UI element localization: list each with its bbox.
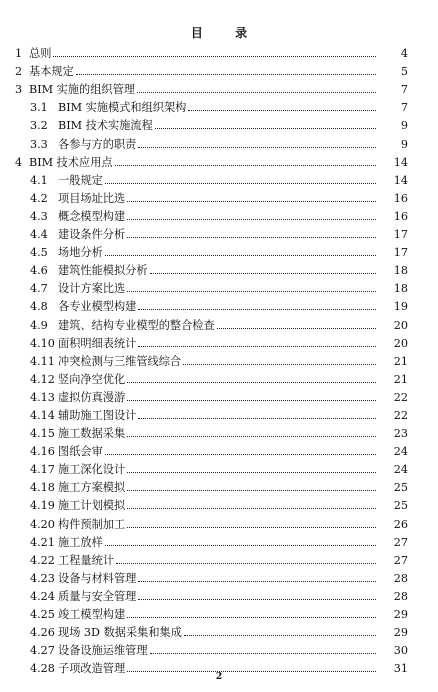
toc-entry-page: 27 <box>393 535 408 549</box>
toc-dot-leader <box>127 291 376 292</box>
toc-entry[interactable] <box>0 241 438 259</box>
toc-entry-number: 4.22 <box>30 553 55 567</box>
toc-dot-leader <box>127 508 376 509</box>
toc-entry-page: 9 <box>400 119 408 133</box>
toc-entry[interactable] <box>0 78 438 96</box>
toc-entry-label: 图纸会审 <box>58 445 103 459</box>
toc-entry-number: 1 <box>15 47 23 61</box>
toc-entry[interactable] <box>0 567 438 585</box>
toc-entry-label: 子项改造管理 <box>58 662 126 676</box>
toc-entry[interactable] <box>0 494 438 512</box>
toc-entry-page: 7 <box>400 101 408 115</box>
toc-entry-page: 18 <box>393 264 408 278</box>
toc-entry[interactable] <box>0 205 438 223</box>
toc-list <box>0 42 438 675</box>
toc-entry[interactable] <box>0 404 438 422</box>
toc-entry-number: 4.16 <box>30 445 55 459</box>
toc-dot-leader <box>127 382 376 383</box>
toc-entry-label: 施工放样 <box>58 535 103 549</box>
toc-dot-leader <box>115 165 376 166</box>
toc-entry-label: 建筑性能模拟分析 <box>58 264 148 278</box>
toc-entry-page: 14 <box>393 155 408 169</box>
toc-entry-label: 概念模型构建 <box>58 209 126 223</box>
toc-entry-page: 24 <box>393 463 408 477</box>
toc-dot-leader <box>137 92 376 93</box>
toc-dot-leader <box>127 201 376 202</box>
toc-entry-label: 施工深化设计 <box>58 463 126 477</box>
toc-entry-number: 4.13 <box>30 390 55 404</box>
toc-entry-label: 项目场址比选 <box>58 191 126 205</box>
toc-entry-label: 施工计划模拟 <box>58 499 126 513</box>
toc-entry-number: 4.27 <box>30 644 55 658</box>
toc-entry-label: 施工数据采集 <box>58 427 126 441</box>
toc-entry[interactable] <box>0 295 438 313</box>
toc-entry-page: 23 <box>393 427 408 441</box>
toc-entry-page: 19 <box>393 300 408 314</box>
toc-dot-leader <box>138 147 376 148</box>
toc-entry[interactable] <box>0 458 438 476</box>
toc-dot-leader <box>188 110 376 111</box>
toc-entry-page: 28 <box>393 589 408 603</box>
toc-entry-number: 4.8 <box>30 300 48 314</box>
toc-entry-number: 4.7 <box>30 282 48 296</box>
toc-entry-label: 设备设施运维管理 <box>58 644 148 658</box>
toc-entry[interactable] <box>0 639 438 657</box>
toc-entry[interactable] <box>0 368 438 386</box>
toc-entry-page: 26 <box>393 517 408 531</box>
toc-entry[interactable] <box>0 603 438 621</box>
toc-entry[interactable] <box>0 422 438 440</box>
toc-entry-page: 20 <box>393 336 408 350</box>
toc-entry-number: 4.17 <box>30 463 55 477</box>
toc-entry-page: 9 <box>400 137 408 151</box>
toc-entry[interactable] <box>0 621 438 639</box>
toc-entry-number: 4.9 <box>30 318 48 332</box>
toc-entry-page: 25 <box>393 499 408 513</box>
toc-entry-page: 27 <box>393 553 408 567</box>
toc-dot-leader <box>155 128 376 129</box>
toc-entry-page: 22 <box>393 408 408 422</box>
toc-entry-number: 4.10 <box>30 336 55 350</box>
toc-entry-label: 竖向净空优化 <box>58 372 126 386</box>
toc-entry-page: 24 <box>393 445 408 459</box>
toc-entry[interactable] <box>0 259 438 277</box>
toc-dot-leader <box>105 183 376 184</box>
toc-entry-page: 16 <box>393 191 408 205</box>
toc-dot-leader <box>138 346 376 347</box>
toc-entry-number: 4.23 <box>30 571 55 585</box>
toc-entry[interactable] <box>0 114 438 132</box>
toc-entry-label: 各参与方的职责 <box>58 137 137 151</box>
toc-entry-page: 29 <box>393 608 408 621</box>
toc-entry-label: 现场 3D 数据采集和集成 <box>58 626 182 640</box>
toc-entry-number: 4.25 <box>30 608 55 621</box>
toc-entry-label: 基本规定 <box>29 65 74 79</box>
toc-dot-leader <box>76 74 376 75</box>
toc-dot-leader <box>105 545 376 546</box>
toc-entry[interactable] <box>0 96 438 114</box>
toc-dot-leader <box>138 599 376 600</box>
toc-dot-leader <box>183 364 376 365</box>
toc-entry-number: 4.5 <box>30 246 48 260</box>
toc-entry-number: 4 <box>15 155 23 169</box>
toc-entry-label: 冲突检测与三维管线综合 <box>58 354 182 368</box>
toc-entry-page: 29 <box>393 626 408 640</box>
toc-entry-page: 4 <box>400 47 408 61</box>
toc-entry-page: 7 <box>400 83 408 97</box>
toc-entry[interactable] <box>0 187 438 205</box>
toc-entry-number: 4.19 <box>30 499 55 513</box>
toc-entry-page: 21 <box>393 354 408 368</box>
toc-entry-label: 一般规定 <box>58 173 103 187</box>
toc-entry-page: 14 <box>393 173 408 187</box>
toc-entry-number: 4.24 <box>30 589 55 603</box>
toc-entry-label: 质量与安全管理 <box>58 589 137 603</box>
toc-entry[interactable] <box>0 476 438 494</box>
toc-entry-number: 4.4 <box>30 228 48 242</box>
toc-entry-number: 3.3 <box>30 137 48 151</box>
toc-entry-number: 4.21 <box>30 535 55 549</box>
page-number: 2 <box>215 672 223 682</box>
toc-dot-leader <box>105 454 376 455</box>
toc-entry-label: BIM 实施的组织管理 <box>29 83 135 97</box>
toc-entry-page: 20 <box>393 318 408 332</box>
toc-dot-leader <box>116 563 376 564</box>
toc-entry-page: 30 <box>393 644 408 658</box>
toc-entry[interactable] <box>0 386 438 404</box>
toc-entry-label: 各专业模型构建 <box>58 300 137 314</box>
toc-entry-label: 设备与材料管理 <box>58 571 137 585</box>
toc-title: 目 录 <box>190 26 262 40</box>
toc-entry-label: 构件预制加工 <box>58 517 126 531</box>
toc-entry[interactable] <box>0 585 438 603</box>
toc-dot-leader <box>127 436 376 437</box>
toc-entry-page: 5 <box>400 65 408 79</box>
toc-entry-number: 4.26 <box>30 626 55 640</box>
toc-entry-label: 建筑、结构专业模型的整合检查 <box>58 318 215 332</box>
toc-entry-number: 4.20 <box>30 517 55 531</box>
toc-entry-page: 17 <box>393 228 408 242</box>
toc-dot-leader <box>138 309 376 310</box>
toc-dot-leader <box>138 581 376 582</box>
toc-entry-page: 28 <box>393 571 408 585</box>
toc-entry-number: 4.15 <box>30 427 55 441</box>
toc-entry-number: 3.1 <box>30 101 48 115</box>
toc-entry[interactable] <box>0 531 438 549</box>
toc-entry-number: 4.6 <box>30 264 48 278</box>
toc-entry[interactable] <box>0 132 438 150</box>
toc-dot-leader <box>127 472 376 473</box>
toc-entry-label: BIM 技术实施流程 <box>58 119 153 133</box>
toc-dot-leader <box>127 237 376 238</box>
toc-entry-label: 工程量统计 <box>58 553 114 567</box>
toc-entry[interactable] <box>0 42 438 60</box>
toc-dot-leader <box>105 255 376 256</box>
toc-entry-number: 4.12 <box>30 372 55 386</box>
toc-entry-page: 31 <box>393 662 408 676</box>
toc-entry-number: 2 <box>15 65 23 79</box>
toc-entry[interactable] <box>0 332 438 350</box>
toc-entry-label: 设计方案比选 <box>58 282 126 296</box>
toc-entry-number: 4.1 <box>30 173 48 187</box>
toc-entry-label: 总则 <box>29 47 52 61</box>
toc-entry-number: 4.11 <box>30 354 55 368</box>
toc-dot-leader <box>138 418 376 419</box>
toc-dot-leader <box>184 635 376 636</box>
toc-entry-label: 建设条件分析 <box>58 228 126 242</box>
toc-entry[interactable] <box>0 350 438 368</box>
toc-entry-number: 4.14 <box>30 408 55 422</box>
toc-entry-number: 3.2 <box>30 119 48 133</box>
toc-entry-number: 3 <box>15 83 23 97</box>
toc-entry[interactable] <box>0 223 438 241</box>
toc-entry-label: BIM 实施模式和组织架构 <box>58 101 187 115</box>
toc-entry-label: 施工方案模拟 <box>58 481 126 495</box>
toc-entry[interactable] <box>0 440 438 458</box>
toc-dot-leader <box>127 527 376 528</box>
toc-entry[interactable] <box>0 549 438 567</box>
toc-entry-page: 22 <box>393 390 408 404</box>
toc-entry-page: 16 <box>393 209 408 223</box>
toc-entry-label: 场地分析 <box>58 246 103 260</box>
toc-entry-page: 18 <box>393 282 408 296</box>
toc-entry-number: 4.3 <box>30 209 48 223</box>
toc-entry-page: 21 <box>393 372 408 386</box>
toc-entry-label: 虚拟仿真漫游 <box>58 390 126 404</box>
toc-entry[interactable] <box>0 151 438 169</box>
toc-dot-leader <box>217 328 376 329</box>
toc-entry[interactable] <box>0 277 438 295</box>
toc-entry-label: 面积明细表统计 <box>58 336 137 350</box>
toc-entry[interactable] <box>0 60 438 78</box>
toc-dot-leader <box>53 56 376 57</box>
toc-entry-label: 辅助施工图设计 <box>58 408 137 422</box>
toc-entry[interactable] <box>0 512 438 530</box>
toc-entry-number: 4.2 <box>30 191 48 205</box>
toc-dot-leader <box>127 617 376 618</box>
toc-entry-number: 4.28 <box>30 662 55 676</box>
toc-dot-leader <box>150 273 376 274</box>
toc-dot-leader <box>127 219 376 220</box>
toc-entry[interactable] <box>0 313 438 331</box>
toc-entry-label: BIM 技术应用点 <box>29 155 113 169</box>
toc-entry-number: 4.18 <box>30 481 55 495</box>
toc-entry[interactable] <box>0 169 438 187</box>
toc-entry-label: 竣工模型构建 <box>58 608 126 621</box>
toc-dot-leader <box>127 490 376 491</box>
toc-dot-leader <box>150 653 376 654</box>
toc-entry-page: 17 <box>393 246 408 260</box>
toc-dot-leader <box>127 400 376 401</box>
toc-entry-page: 25 <box>393 481 408 495</box>
